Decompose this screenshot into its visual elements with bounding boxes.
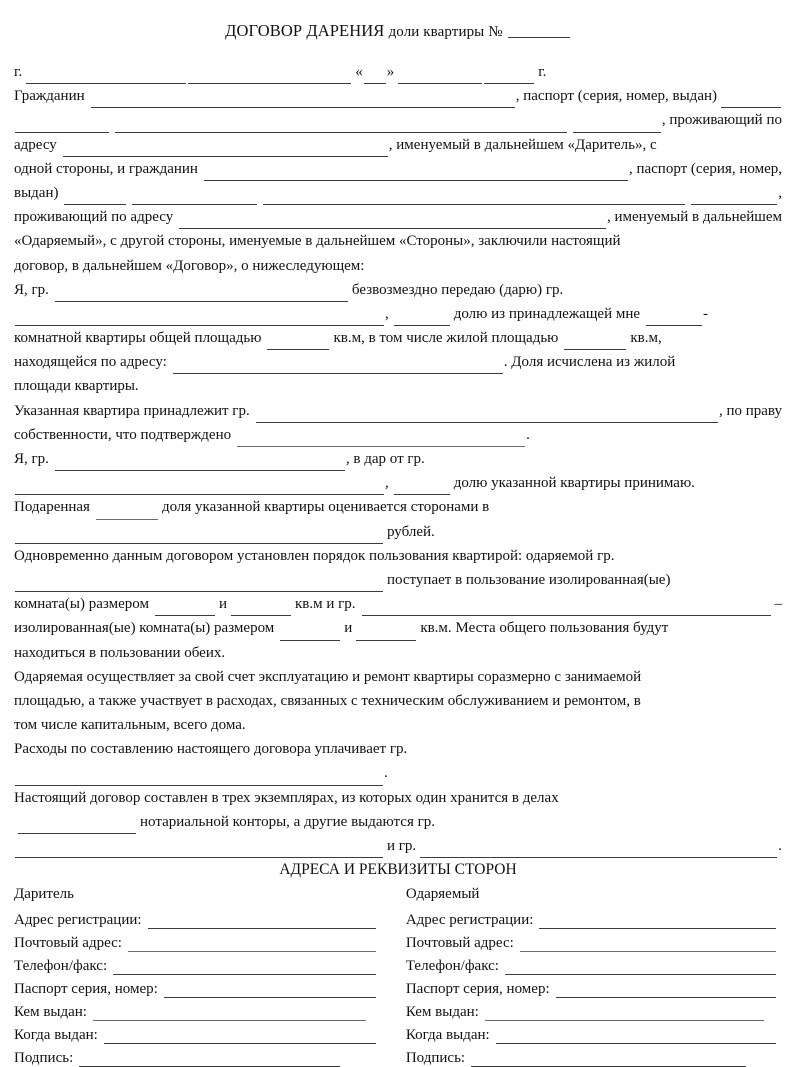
quote-close: » [386, 63, 395, 80]
donee-input-phone-fax[interactable] [505, 960, 776, 975]
copies-line-1: Настоящий договор составлен в трех экземплярах, из которых один хранится в делах [14, 789, 559, 806]
recipient-blank-2[interactable] [420, 843, 777, 858]
donee-input-registration-address[interactable] [539, 914, 776, 929]
donee-heading: Одаряемый [405, 886, 480, 903]
issued-row [14, 181, 782, 205]
gift-comma: , [385, 305, 389, 322]
room-dash: - [703, 305, 709, 322]
maintenance-line-3: том числе капитальным, всего дома. [14, 717, 246, 734]
isolated-lead: изолированная(ые) комната(ы) размером [14, 620, 275, 637]
donee-field-signature [406, 1044, 782, 1067]
gift-share-row [14, 302, 782, 326]
donee-label-issue-date: Когда выдан: [405, 1027, 490, 1044]
citizen-label: Гражданин [14, 88, 85, 105]
donor-address-row [14, 133, 782, 157]
costs-line: Расходы по составлению настоящего договора уплачивает гр. [14, 741, 408, 758]
copies-period: . [778, 837, 782, 854]
isolated-room-row [14, 616, 782, 640]
city-label: г. [14, 63, 23, 80]
city-date-row [14, 60, 782, 84]
gifted-lead: Подаренная [14, 499, 90, 516]
donor-input-passport[interactable] [164, 983, 376, 998]
by-right-text: , по праву [718, 402, 782, 419]
notary-office-blank[interactable] [18, 819, 136, 834]
issued-label: выдан) [14, 184, 59, 201]
donor-field-postal-address [14, 929, 398, 952]
donee-passport-tail: , паспорт (серия, номер, [628, 160, 782, 177]
acceptance-row [14, 447, 782, 471]
issued-blank-1[interactable] [64, 190, 126, 205]
valuation-amount-blank[interactable] [15, 529, 383, 544]
gift-declaration-row [14, 278, 782, 302]
both-tail-line: находиться в пользовании обеих. [14, 644, 226, 661]
issued-blank-3[interactable] [263, 190, 685, 205]
issued-blank-4[interactable] [691, 190, 777, 205]
donor-input-issue-date[interactable] [104, 1029, 376, 1044]
donee-residing-row [14, 205, 782, 229]
donee-label-issued-by: Кем выдан: [405, 1004, 479, 1021]
donor-field-signature [14, 1044, 398, 1067]
document-body [14, 60, 782, 858]
contract-clause-line: договор, в дальнейшем «Договор», о нижеследующем: [14, 257, 365, 274]
donor-declaration-blank[interactable] [55, 287, 348, 302]
donee-input-issued-by[interactable] [485, 1006, 764, 1021]
recipient-blank-1[interactable] [15, 843, 383, 858]
room-count-blank[interactable] [646, 311, 702, 326]
donor-label-postal-address: Почтовый адрес: [14, 935, 122, 952]
donee-field-postal-address [406, 929, 782, 952]
room-size-lead: комната(ы) размером [14, 596, 149, 613]
donee-input-issue-date[interactable] [496, 1029, 776, 1044]
area-tail-line: площади квартиры. [14, 378, 139, 395]
donee-input-postal-address[interactable] [520, 937, 776, 952]
donee-input-passport[interactable] [556, 983, 776, 998]
valuation-row [14, 495, 782, 519]
named-tail: , именуемый в дальнейшем [606, 209, 782, 226]
citizen-name-blank[interactable] [91, 93, 515, 108]
ownership-period: . [526, 426, 530, 443]
donor-field-phone-fax [14, 952, 398, 975]
living-area-blank[interactable] [564, 335, 626, 350]
isolated-size-blank-1[interactable] [280, 625, 340, 640]
usage-order-line: Одновременно данным договором установлен порядок пользования квартирой: одаряемой гр. [14, 547, 615, 564]
year-blank[interactable] [484, 69, 534, 84]
share-calc-text: . Доля исчислена из жилой [503, 354, 676, 371]
acceptance-donor-blank[interactable] [15, 480, 384, 495]
donor-input-postal-address[interactable] [128, 937, 376, 952]
costs-period: . [384, 765, 388, 782]
issued-comma: , [778, 184, 782, 201]
contract-number-blank[interactable] [508, 21, 570, 38]
donor-input-phone-fax[interactable] [113, 960, 376, 975]
donor-label-phone-fax: Телефон/факс: [14, 958, 108, 975]
gift-from-text: , в дар от гр. [345, 450, 425, 467]
accepted-share-blank[interactable] [394, 480, 450, 495]
owner-name-blank[interactable] [256, 408, 718, 423]
passport-detail-blank-2[interactable] [115, 117, 567, 132]
common-areas-text: кв.м. Места общего пользования будут [420, 620, 669, 637]
acceptor-name-blank[interactable] [55, 456, 345, 471]
usage-donor-blank[interactable] [362, 601, 771, 616]
donee-field-phone-fax [406, 952, 782, 975]
donee-clause-line: «Одаряемый», с другой стороны, именуемые в дальнейшем «Стороны», заключили настоящий [14, 233, 621, 250]
donor-clause: , именуемый в дальнейшем «Даритель», с [388, 136, 657, 153]
requisites-wrapper [14, 883, 782, 1067]
second-party-lead: одной стороны, и гражданин [14, 160, 198, 177]
accept-tail-text: долю указанной квартиры принимаю. [453, 475, 695, 492]
citizen-passport-label: , паспорт (серия, номер, выдан) [515, 88, 717, 105]
recipients-row [14, 834, 782, 858]
donee-label-passport: Паспорт серия, номер: [405, 981, 550, 998]
ownership-proof-blank[interactable] [237, 432, 525, 447]
year-suffix: г. [538, 63, 547, 80]
passport-detail-blank-1[interactable] [15, 117, 109, 132]
city-blank-2[interactable] [188, 69, 351, 84]
requisites-section-title: АДРЕСА И РЕКВИЗИТЫ СТОРОН [279, 861, 517, 879]
donee-field-issued-by [406, 998, 782, 1021]
donor-label-issued-by: Кем выдан: [14, 1004, 87, 1021]
donee-field-issue-date [406, 1021, 782, 1044]
donee-field-registration-address [406, 906, 782, 929]
donee-address-blank[interactable] [179, 214, 606, 229]
room-size-row [14, 592, 782, 616]
ownership-row [14, 399, 782, 423]
address-label: адресу [14, 136, 57, 153]
residing-label: проживающий по адресу [14, 209, 174, 226]
donor-input-issued-by[interactable] [93, 1006, 366, 1021]
donor-input-registration-address[interactable] [148, 914, 376, 929]
valued-mid-text: доля указанной квартиры оценивается сторонами в [161, 499, 490, 516]
donee-label-postal-address: Почтовый адрес: [405, 935, 514, 952]
share-of-text: долю из принадлежащей мне [453, 305, 641, 322]
apartment-address-blank[interactable] [173, 359, 503, 374]
city-blank[interactable] [26, 69, 186, 84]
issued-blank-2[interactable] [132, 190, 257, 205]
donor-field-passport [14, 975, 398, 998]
passport-detail-blank-3[interactable] [573, 117, 661, 132]
quote-open: « [355, 63, 363, 80]
usage-dash: – [774, 596, 782, 613]
donor-field-registration-address [14, 906, 398, 929]
month-blank[interactable] [398, 69, 482, 84]
total-area-blank[interactable] [267, 335, 329, 350]
belongs-lead: Указанная квартира принадлежит гр. [14, 402, 250, 419]
donor-requisites-column [14, 883, 398, 1067]
room-line-text: комнатной квартиры общей площадью [14, 330, 262, 347]
donor-label-issue-date: Когда выдан: [14, 1027, 98, 1044]
second-party-row [14, 157, 782, 181]
usage-donee-row [14, 568, 782, 592]
donee-field-passport [406, 975, 782, 998]
apartment-address-row [14, 350, 782, 374]
and-citizen-text: и гр. [387, 837, 417, 854]
notary-text: нотариальной конторы, а другие выдаются гр. [140, 813, 435, 830]
citizen-passport-blank[interactable] [721, 93, 781, 108]
donor-heading: Даритель [14, 886, 74, 903]
notary-row [14, 810, 782, 834]
living-area-unit: кв.м, [630, 330, 662, 347]
donee-input-signature[interactable] [471, 1052, 746, 1067]
apartment-area-row [14, 326, 782, 350]
room-size-blank-2[interactable] [231, 601, 291, 616]
ownership-proof-row [14, 423, 782, 447]
costs-payer-row [14, 761, 782, 785]
donee-label-phone-fax: Телефон/факс: [405, 958, 499, 975]
maintenance-line-2: площадью, а также участвует в расходах, связанных с техническим обслуживанием и ремонтом, в [14, 692, 641, 709]
sqm-and-citizen: кв.м и гр. [295, 596, 356, 613]
donor-address-blank[interactable] [63, 142, 388, 157]
isolated-and: и [344, 620, 353, 637]
donor-field-issued-by [14, 998, 398, 1021]
citizen-residing-row [14, 108, 782, 132]
isolated-size-blank-2[interactable] [356, 625, 416, 640]
donee-name-blank[interactable] [204, 166, 628, 181]
donor-label-signature: Подпись: [14, 1050, 74, 1067]
ownership-lead: собственности, что подтверждено [14, 426, 232, 443]
donor-label-registration-address: Адрес регистрации: [14, 912, 142, 929]
located-label: находящейся по адресу: [14, 354, 167, 371]
residing-tail: , проживающий по [661, 112, 782, 129]
citizen-row [14, 84, 782, 108]
room-size-and: и [218, 596, 228, 613]
day-blank[interactable] [364, 69, 386, 84]
share-fraction-blank[interactable] [394, 311, 450, 326]
acceptor-label: Я, гр. [14, 450, 49, 467]
page-title [14, 20, 782, 43]
donee-label-registration-address: Адрес регистрации: [405, 912, 534, 929]
room-size-blank-1[interactable] [155, 601, 215, 616]
receives-text: поступает в пользование изолированная(ые) [387, 571, 671, 588]
acceptance-share-row [14, 471, 782, 495]
valuation-amount-row [14, 520, 782, 544]
donee-requisites-column [398, 883, 782, 1067]
transfer-text: безвозмездно передаю (дарю) гр. [351, 281, 564, 298]
donor-label-passport: Паспорт серия, номер: [14, 981, 158, 998]
donor-input-signature[interactable] [79, 1052, 340, 1067]
maintenance-line-1: Одаряемая осуществляет за свой счет эксплуатацию и ремонт квартиры соразмерно с занимаемой [14, 668, 642, 685]
usage-donee-blank[interactable] [15, 577, 383, 592]
total-area-unit: кв.м, в том числе жилой площадью [333, 330, 559, 347]
title-caps: ДОГОВОР ДАРЕНИЯ [225, 21, 385, 40]
title-lower: доли квартиры № [388, 24, 503, 40]
donor-field-issue-date [14, 1021, 398, 1044]
donee-label-signature: Подпись: [405, 1050, 466, 1067]
costs-payer-blank[interactable] [15, 770, 383, 785]
i-citizen-label: Я, гр. [14, 281, 49, 298]
donee-declaration-blank[interactable] [15, 311, 384, 326]
gifted-share-blank[interactable] [96, 504, 158, 519]
acceptance-comma: , [385, 475, 389, 492]
rubles-text: рублей. [387, 523, 435, 540]
